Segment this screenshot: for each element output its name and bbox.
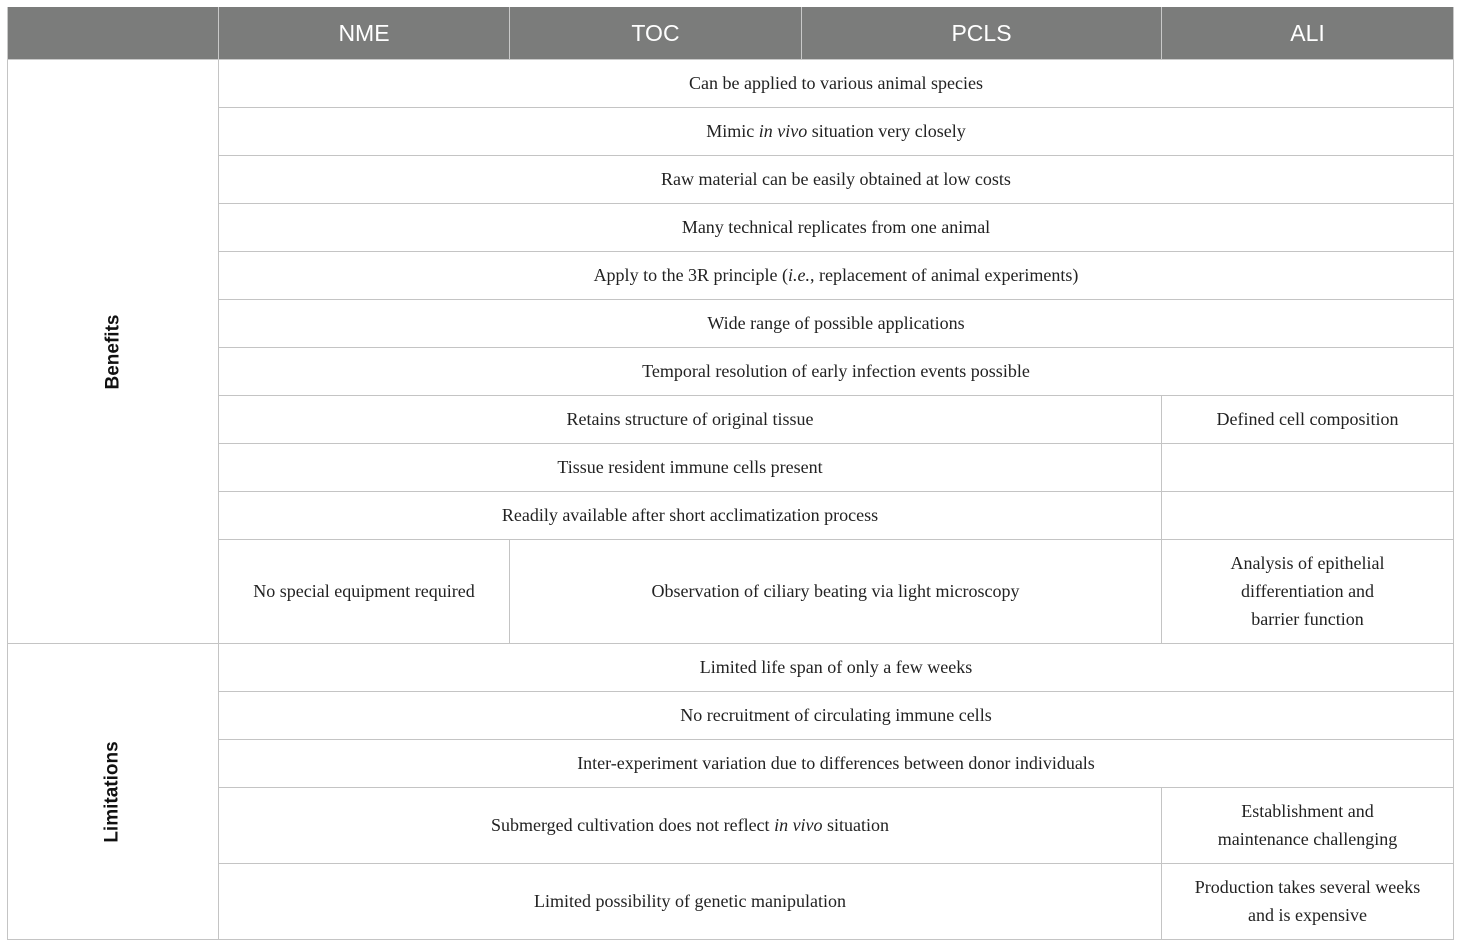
benefit-raw-material: Raw material can be easily obtained at low costs: [219, 155, 1454, 203]
limitations-label: Limitations: [102, 740, 123, 843]
table-row: [8, 691, 1454, 739]
header-row: [8, 7, 1454, 59]
empty-cell: [1162, 443, 1454, 491]
limitations-group-cell: [8, 643, 219, 939]
limitation-genetic: Limited possibility of genetic manipulation: [219, 863, 1162, 939]
benefit-replicates: Many technical replicates from one animal: [219, 203, 1454, 251]
header-nme: NME: [219, 7, 510, 59]
table-row: [8, 395, 1454, 443]
table-row: [8, 155, 1454, 203]
table-row: [8, 347, 1454, 395]
limitation-establishment: Establishment and maintenance challenging: [1162, 787, 1454, 863]
benefit-epithelial: Analysis of epithelial differentiation and barrier function: [1162, 539, 1454, 643]
table-row: [8, 443, 1454, 491]
benefit-retains-structure: Retains structure of original tissue: [219, 395, 1162, 443]
table-row: [8, 739, 1454, 787]
header-toc: TOC: [510, 7, 802, 59]
benefit-applications: Wide range of possible applications: [219, 299, 1454, 347]
table-row: [8, 107, 1454, 155]
benefit-ciliary: Observation of ciliary beating via light microscopy: [510, 539, 1162, 643]
header-ali: ALI: [1162, 7, 1454, 59]
benefits-group-cell: [8, 59, 219, 643]
benefit-no-equipment: No special equipment required: [219, 539, 510, 643]
benefit-resident-immune: Tissue resident immune cells present: [219, 443, 1162, 491]
limitation-variation: Inter-experiment variation due to differences between donor individuals: [219, 739, 1454, 787]
table-row: [8, 299, 1454, 347]
benefit-species: Can be applied to various animal species: [219, 59, 1454, 107]
benefit-3r: Apply to the 3R principle (i.e., replacement of animal experiments): [219, 251, 1454, 299]
table-row: [8, 863, 1454, 939]
table-row: [8, 539, 1454, 643]
limitation-submerged: Submerged cultivation does not reflect in vivo situation: [219, 787, 1162, 863]
table-row: [8, 251, 1454, 299]
header-corner: [8, 7, 219, 59]
table-row: [8, 643, 1454, 691]
benefit-readily-available: Readily available after short acclimatization process: [219, 491, 1162, 539]
benefit-defined-composition: Defined cell composition: [1162, 395, 1454, 443]
benefits-label: Benefits: [102, 314, 123, 389]
benefit-temporal: Temporal resolution of early infection events possible: [219, 347, 1454, 395]
empty-cell: [1162, 491, 1454, 539]
table-row: [8, 59, 1454, 107]
table-row: [8, 203, 1454, 251]
limitation-life-span: Limited life span of only a few weeks: [219, 643, 1454, 691]
limitation-production: Production takes several weeks and is expensive: [1162, 863, 1454, 939]
limitation-recruitment: No recruitment of circulating immune cells: [219, 691, 1454, 739]
table-row: [8, 787, 1454, 863]
header-pcls: PCLS: [802, 7, 1162, 59]
table-row: [8, 491, 1454, 539]
comparison-table: [7, 7, 1454, 940]
benefit-mimic: Mimic in vivo situation very closely: [219, 107, 1454, 155]
